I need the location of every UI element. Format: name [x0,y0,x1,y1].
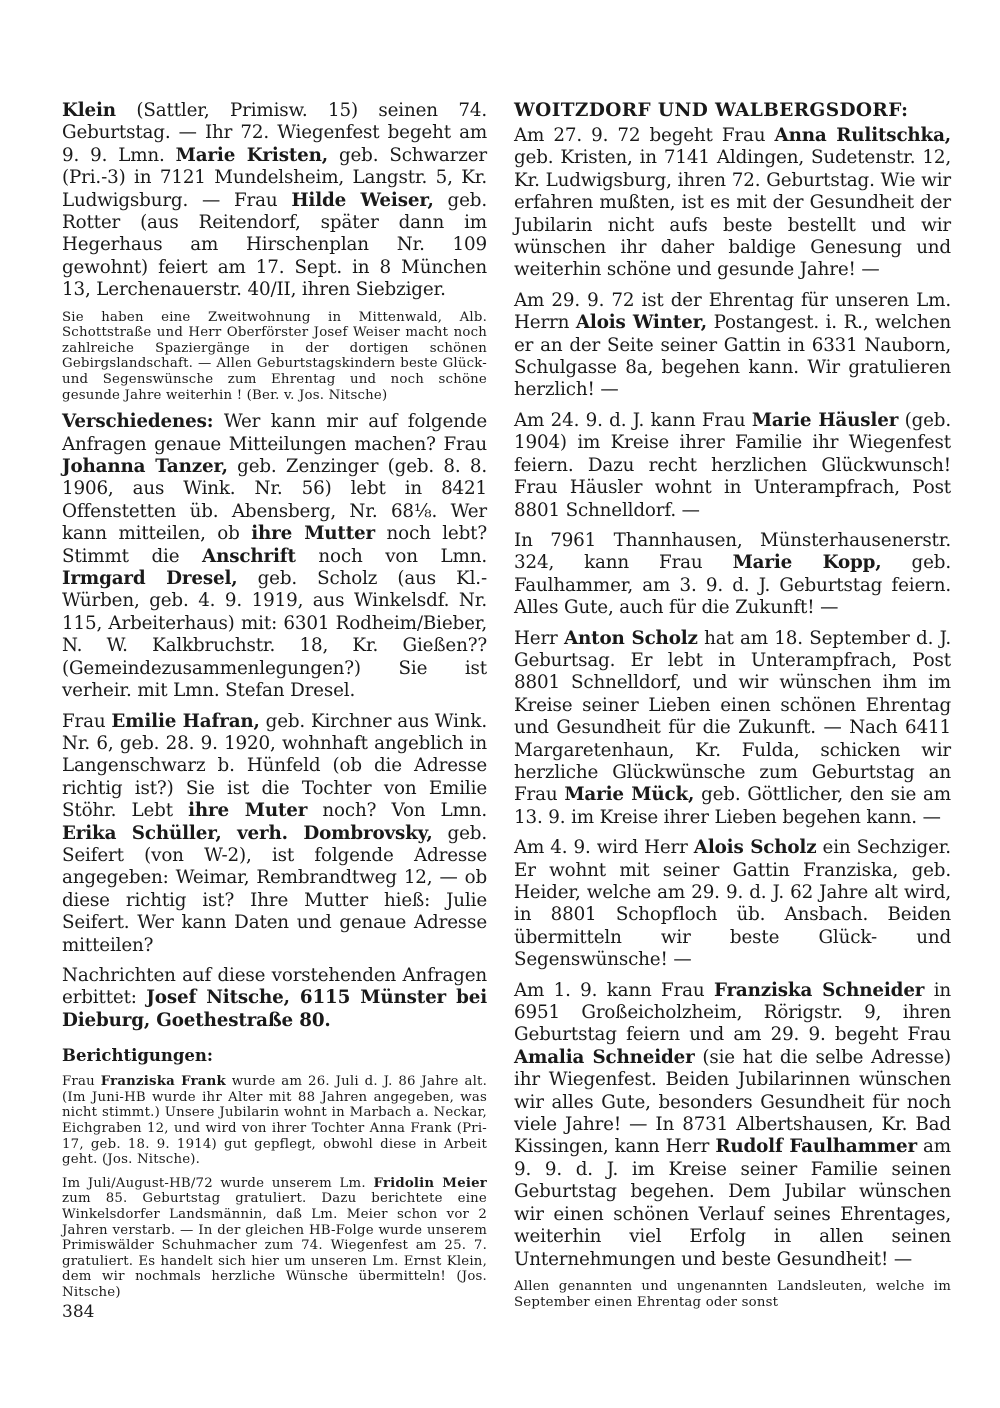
emphasized-name: Verschiedenes: [62,411,214,433]
emphasized-name: Erika Schüller, verh. Dombrovsky, [62,822,433,844]
text-run: Am 4. 9. wird Herr [514,837,694,859]
birthday-notice-haeusler [514,410,951,522]
birthday-notice-alois-scholz [514,837,951,971]
text-run: geb. Rotter (aus Reitendorf, später dann im Hegerhaus am Hirschenplan Nr. 109 gewohnt) feiert am 17. Sept. in 8 München 13, Lerchenauerstr. 40/II, ihren Siebziger. [62,189,487,301]
emphasized-name: Marie Kristen, [175,144,328,166]
text-run: Frau [62,710,112,732]
text-run: In 7961 Thannhausen, Münsterhausenerstr. 324, kann Frau [514,529,951,574]
text-run: noch? Von Lmn. [307,800,487,822]
text-run: geb. Kristen, in 7141 Aldingen, Sudetenstr. 12, Kr. Ludwigsburg, ihren 72. Geburtstag. Wie wir erfahren mußten, ist es mit der Gesundheit der Jubilarin nicht aufs beste bestellt und wir wünschen ihr daher baldige Genesung und weiterhin schöne und gesunde Jahre! — [514,147,951,281]
emphasized-name: ihre Muter [188,800,308,822]
emphasized-name: ihre Mutter [251,523,375,545]
text-run: geb. Kirchner aus Wink. Nr. 6, geb. 28. 9. 1920, wohnhaft angeblich in Langenschwarz b. Hünfeld (ob die Adresse richtig ist?) Sie ist die Tochter von Emilie Stöhr. Lebt [62,710,487,822]
closing-note: Allen genannten und ungenannten Landsleuten, welche im September einen Ehrentag oder sonst [514,1278,951,1310]
contact-request-nitsche [62,965,487,1032]
corrections-heading: Berichtigungen: [62,1046,213,1066]
emphasized-name: Marie Häusler [751,409,899,431]
emphasized-name: Franziska Schneider [713,979,925,1001]
text-run: (geb. 1904) im Kreise ihrer Familie ihr Wiegenfest feiern. Dazu recht herzlichen Glückwunsch! Frau Häusler wohnt in Unterampfrach, Post 8801 Schnelldorf. — [514,409,951,521]
text-run: ein Sechziger. Er wohnt mit seiner Gattin Franziska, geb. Heider, welche am 29. 9. d. J. 62 Jahre alt wird, in 8801 Schopfloch üb. Ansbach. Beiden übermitteln wir beste Glück- und Segenswünsche! — [514,837,951,971]
birthday-notice-winter [514,290,951,402]
birthday-notice-schneider-faulhammer [514,980,951,1271]
note-weiser-mittenwald: Sie haben eine Zweitwohnung in Mittenwald, Alb. Schottstraße und Herr Oberförster Josef Weiser macht noch zahlreiche Spaziergänge in der dortigen schönen Gebirgslandschaft. — Allen Geburtstagskindern beste Glück- und Segenswünsche zum Ehrentag und noch schöne gesunde Jahre weiterhin ! (Ber. v. Jos. Nitsche) [62,309,487,403]
emphasized-name: Josef Nitsche, 6115 Münster bei Dieburg, Goethestraße 80. [62,987,488,1031]
text-run: noch von Lmn. [295,545,487,567]
correction-fridolin-meier [62,1176,487,1301]
emphasized-name: Emilie Hafran, [111,710,260,732]
text-run: am 9. 9. d. J. im Kreise seiner Familie seinen Geburtstag begehen. Dem Jubilar wünschen wir einen schönen Verlauf seines Ehrentages, weiterhin viel Erfolg in allen seinen Unternehmungen und beste Gesundheit! — [514,1136,951,1270]
section-heading-woitzdorf: WOITZDORF UND WALBERGSDORF: [514,100,909,121]
page-number: 384 [62,1302,95,1322]
emphasized-name: Marie Mück, [564,784,695,806]
birthday-notice-scholz-mueck [514,628,951,830]
text-run: Am 27. 9. 72 begeht Frau [514,125,775,146]
inquiry-hafran-schueller [62,711,487,957]
text-run: Postangest. i. R., welchen er an der Seite seiner Gattin in 6331 Nauborn, Schulgasse 8a, begehen kann. Wir gratulieren herzlich! — [514,312,951,401]
text-run: zum 85. Geburtstag gratuliert. Dazu berichtete eine Winkelsdorfer Landsmännin, daß Lm. Meier schon vor 2 Jahren verstarb. — In der gleichen HB-Folge wurde unserem Primiswälder Schuhmacher zum 74. Wiegenfest am 25. 7. gratuliert. Es handelt sich hier um unseren Lm. Ernst Klein, dem wir nochmals herzliche Wünsche übermitteln! (Jos. Nitsche) [62,1191,487,1300]
correction-franziska-frank [62,1074,487,1168]
text-run: geb. Göttlicher, den sie am 13. 9. im Kreise ihrer Lieben begehen kann. — [514,784,951,828]
text-run: Herr [514,627,564,649]
text-run: in 6951 Großeicholzheim, Rörigstr. 9, ihren Geburtstag feiern und am 29. 9. begeht Frau [514,979,952,1046]
emphasized-name: Alois Winter, [575,312,707,334]
text-run: geb. Schwarzer (Pri.-3) in 7121 Mundelsheim, Langstr. 5, Kr. Ludwigsburg. — Frau [62,144,488,211]
text-run: Im Juli/August-HB/72 wurde unserem Lm. [62,1175,374,1191]
birthday-notice-rulitschka [514,125,951,282]
text-run: hat am 18. September d. J. Geburtsag. Er lebt in Unterampfrach, Post 8801 Schnelldorf, und wir wünschen ihm im Kreise seiner Lieben einen schönen Ehrentag und Gesundheit für die Zukunft. — Nach 6411 Margaretenhaun, Kr. Fulda, schicken wir herzliche Glückwünsche zum Geburtstag an Frau [514,627,951,806]
inquiry-verschiedenes [62,411,487,702]
text-run: Am 24. 9. d. J. kann Frau [514,409,752,431]
text-run: (Sattler, Primisw. 15) seinen 74. Geburtstag. — Ihr 72. Wiegenfest begeht am 9. 9. Lmn. [62,100,487,166]
text-run: geb. Scholz (aus Kl.-Würben, geb. 4. 9. 1919, aus Winkelsdf. Nr. 115, Arbeiterhaus) mit: 6301 Rodheim/Bieber, N. W. Kalkbruchstr. 18, Kr. Gießen?? (Gemeindezusammenlegungen?) Sie ist verheir. mit Lmn. Stefan Dresel. [62,568,487,702]
text-run: geb. Faulhammer, am 3. 9. d. J. Geburtstag feiern. Alles Gute, auch für die Zukunft! — [514,552,951,619]
birthday-notice-klein-kristen-weiser [62,100,487,302]
right-column [514,100,951,1318]
text-run: Am 29. 9. 72 ist der Ehrentag für unseren Lm. Herrn [514,289,951,334]
emphasized-name: Marie Kopp, [732,552,882,574]
emphasized-name: Franziska Frank [100,1074,226,1090]
text-run: Wer kann mir auf folgende Anfragen genaue Mitteilungen machen? Frau [62,411,487,455]
text-run: Nachrichten auf diese vorstehenden Anfragen erbittet: [62,964,487,1009]
text-run: geb. Zenzinger (geb. 8. 8. 1906, aus Wink. Nr. 56) lebt in 8421 Offenstetten üb. Abensberg, Nr. 68⅛. Wer kann mitteilen, ob [62,456,487,545]
emphasized-name: Anschrift [202,545,296,567]
text-run: geb. Seifert (von W-2), ist folgende Adresse angegeben: Weimar, Rembrandtweg 12, — ob diese richtig ist? Ihre Mutter hieß: Julie Seifert. Wer kann Daten und genaue Adresse mitteilen? [62,822,487,956]
text-run: (sie hat die selbe Adresse) ihr Wiegenfest. Beiden Jubilarinnen wünschen wir alles Gute, besonders Gesundheit für noch viele Jahre! — In 8731 Albertshausen, Kr. Bad Kissingen, kann Herr [514,1046,951,1158]
emphasized-name: Hilde Weiser, [291,189,434,211]
emphasized-name: Amalia Schneider [514,1046,695,1068]
emphasized-name: Alois Scholz [693,837,817,859]
text-run: Am 1. 9. kann Frau [514,979,714,1001]
emphasized-name: Johanna Tanzer, [62,456,228,478]
text-run: wurde am 26. Juli d. J. 86 Jahre alt. (Im Juni-HB wurde ihr Alter mit 88 Jahren angegeben, was nicht stimmt.) Unsere Jubilarin wohnt in Marbach a. Neckar, Eichgraben 12, und wird von ihrer Tochter Anna Frank (Pri-17, geb. 18. 9. 1914) gut gepflegt, obwohl diese in Arbeit geht. (Jos. Nitsche). [62,1074,487,1168]
text-run: noch lebt? Stimmt die [62,523,487,567]
text-run: Frau [62,1074,101,1090]
birthday-notice-kopp [514,530,951,620]
emphasized-name: Irmgard Dresel, [62,568,238,590]
emphasized-name: Rudolf Faulhammer [715,1136,917,1158]
emphasized-name: Fridolin Meier [373,1175,487,1191]
emphasized-name: Klein [62,100,116,121]
left-column [62,100,487,1309]
emphasized-name: Anton Scholz [563,627,698,649]
emphasized-name: Anna Rulitschka, [774,125,951,146]
